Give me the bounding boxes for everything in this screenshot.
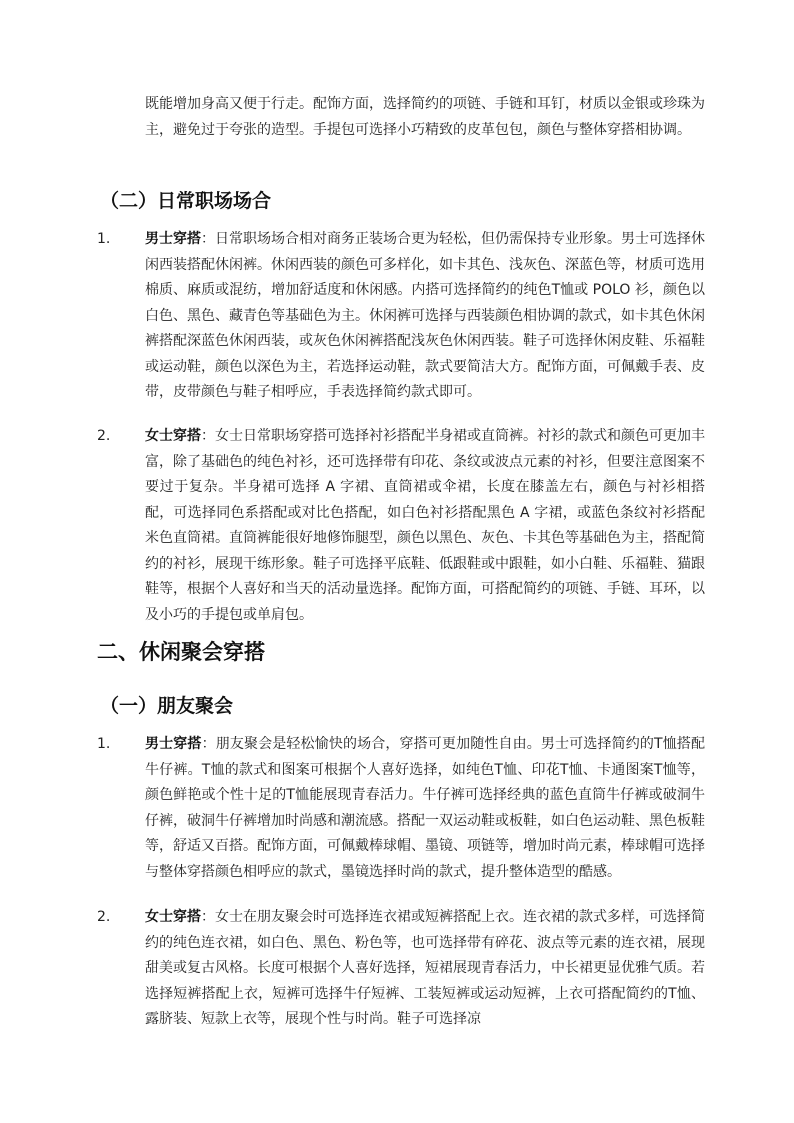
list-item-text: 女士在朋友聚会时可选择连衣裙或短裤搭配上衣。连衣裙的款式多样，可选择简约的纯色连衣裙，如白色、黑色、粉色等，也可选择带有碎花、波点等元素的连衣裙，展现甜美或复古风格。长度可根据个人喜好选择，短裙展现青春活力，中长裙更显优雅气质。若选择短裤搭配上衣，短裤可选择牛仔短裤、工装短裤或运动短裤，上衣可搭配简约的T恤、露脐装、短款上衣等，展现个性与时尚。鞋子可选择凉	[145, 909, 705, 1027]
section-heading-friends: （一）朋友聚会	[100, 695, 234, 717]
list-item-separator: ：	[201, 428, 215, 444]
list-number: 2.	[97, 909, 111, 925]
list-number: 1.	[97, 231, 111, 247]
list-item-office-men	[145, 227, 705, 406]
list-item-label: 女士穿搭	[145, 428, 201, 444]
list-item-label: 男士穿搭	[145, 231, 201, 247]
list-item-text: 朋友聚会是轻松愉快的场合，穿搭可更加随性自由。男士可选择简约的T恤搭配牛仔裤。T恤的款式和图案可根据个人喜好选择，如纯色T恤、印花T恤、卡通图案T恤等，颜色鲜艳或个性十足的T恤能展现青春活力。牛仔裤可选择经典的蓝色直筒牛仔裤或破洞牛仔裤，破洞牛仔裤增加时尚感和潮流感。搭配一双运动鞋或板鞋，如白色运动鞋、黑色板鞋等，舒适又百搭。配饰方面，可佩戴棒球帽、墨镜、项链等，增加时尚元素，棒球帽可选择与整体穿搭颜色相呼应的款式，墨镜选择时尚的款式，提升整体造型的酷感。	[145, 736, 705, 880]
list-item-separator: ：	[201, 736, 216, 752]
list-item-separator: ：	[201, 909, 215, 925]
list-item-label: 男士穿搭	[145, 736, 202, 752]
list-item-friends-women	[145, 905, 705, 1033]
list-item-label: 女士穿搭	[145, 909, 201, 925]
list-item-office-women	[145, 424, 705, 628]
list-number: 1.	[97, 736, 111, 752]
list-number: 2.	[97, 428, 111, 444]
list-item-friends-men	[145, 732, 705, 885]
section-heading-office: （二）日常职场场合	[100, 190, 272, 212]
list-item-text: 日常职场场合相对商务正装场合更为轻松，但仍需保持专业形象。男士可选择休闲西装搭配休闲裤。休闲西装的颜色可多样化，如卡其色、浅灰色、深蓝色等，材质可选用棉质、麻质或混纺，增加舒适度和休闲感。内搭可选择简约的纯色T恤或 POLO 衫，颜色以白色、黑色、藏青色等基础色为主。休闲裤可选择与西装颜色相协调的款式，如卡其色休闲裤搭配深蓝色休闲西装，或灰色休闲裤搭配浅灰色休闲西装。鞋子可选择休闲皮鞋、乐福鞋或运动鞋，颜色以深色为主，若选择运动鞋，款式要简洁大方。配饰方面，可佩戴手表、皮带，皮带颜色与鞋子相呼应，手表选择简约款式即可。	[145, 231, 705, 400]
list-item-text: 女士日常职场穿搭可选择衬衫搭配半身裙或直筒裤。衬衫的款式和颜色可更加丰富，除了基础色的纯色衬衫，还可选择带有印花、条纹或波点元素的衬衫，但要注意图案不要过于复杂。半身裙可选择 A 字裙、直筒裙或伞裙，长度在膝盖左右，颜色与衬衫相搭配，可选择同色系搭配或对比色搭配，如白色衬衫搭配黑色 A 字裙，或蓝色条纹衬衫搭配米色直筒裙。直筒裤能很好地修饰腿型，颜色以黑色、灰色、卡其色等基础色为主，搭配简约的衬衫，展现干练形象。鞋子可选择平底鞋、低跟鞋或中跟鞋，如小白鞋、乐福鞋、猫跟鞋等，根据个人喜好和当天的活动量选择。配饰方面，可搭配简约的项链、手链、耳环，以及小巧的手提包或单肩包。	[145, 428, 705, 623]
intro-paragraph: 既能增加身高又便于行走。配饰方面，选择简约的项链、手链和耳钉，材质以金银或珍珠为主，避免过于夸张的造型。手提包可选择小巧精致的皮革包包，颜色与整体穿搭相协调。	[145, 96, 705, 138]
list-item-separator: ：	[201, 231, 215, 247]
section-heading-casual: 二、休闲聚会穿搭	[97, 640, 265, 664]
